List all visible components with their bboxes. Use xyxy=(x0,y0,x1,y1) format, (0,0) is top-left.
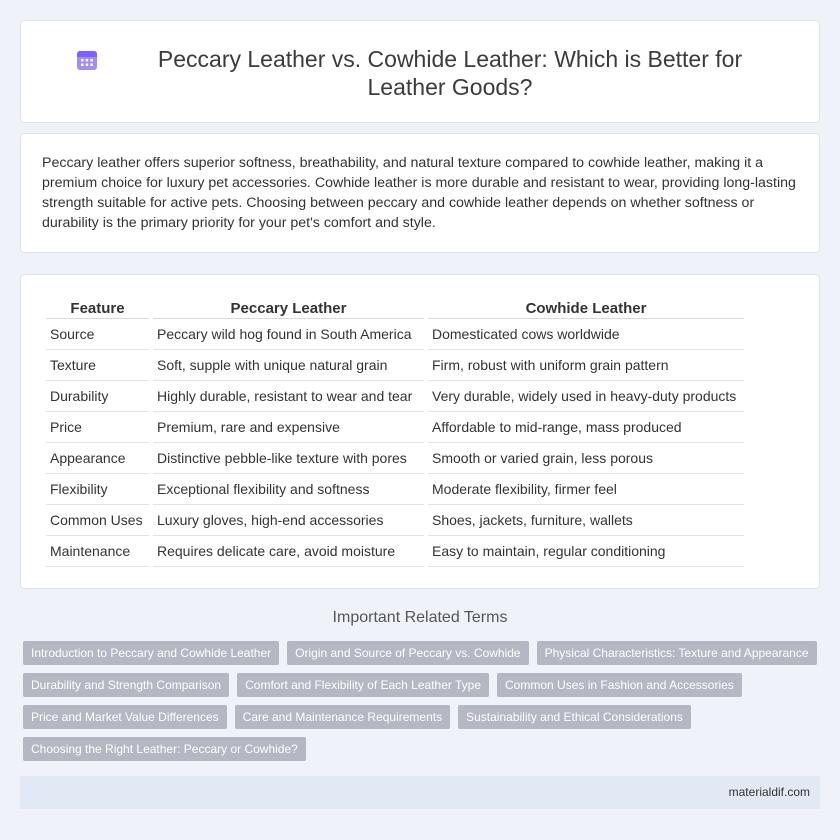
table-row xyxy=(46,319,744,350)
peccary-cell: Soft, supple with unique natural grain xyxy=(153,350,424,381)
table-row xyxy=(46,474,744,505)
cowhide-cell: Affordable to mid-range, mass produced xyxy=(428,412,744,443)
cowhide-cell: Firm, robust with uniform grain pattern xyxy=(428,350,744,381)
table-row xyxy=(46,443,744,474)
summary-card xyxy=(20,133,820,253)
table-header-row xyxy=(46,295,744,319)
table-row xyxy=(46,381,744,412)
footer-site-link[interactable]: materialdif.com xyxy=(728,785,810,799)
peccary-cell: Exceptional flexibility and softness xyxy=(153,474,424,505)
cowhide-cell: Shoes, jackets, furniture, wallets xyxy=(428,505,744,536)
related-term-tag[interactable]: Physical Characteristics: Texture and Appearance xyxy=(537,641,817,665)
related-term-tag[interactable]: Choosing the Right Leather: Peccary or Cowhide? xyxy=(23,737,306,761)
cowhide-cell: Smooth or varied grain, less porous xyxy=(428,443,744,474)
table-row xyxy=(46,536,744,567)
peccary-cell: Luxury gloves, high-end accessories xyxy=(153,505,424,536)
feature-cell: Price xyxy=(46,412,149,443)
comparison-table xyxy=(42,295,748,567)
feature-cell: Maintenance xyxy=(46,536,149,567)
feature-cell: Source xyxy=(46,319,149,350)
peccary-cell: Peccary wild hog found in South America xyxy=(153,319,424,350)
cowhide-cell: Very durable, widely used in heavy-duty products xyxy=(428,381,744,412)
feature-cell: Flexibility xyxy=(46,474,149,505)
related-term-tag[interactable]: Price and Market Value Differences xyxy=(23,705,227,729)
table-row xyxy=(46,412,744,443)
related-term-tag[interactable]: Durability and Strength Comparison xyxy=(23,673,229,697)
header-peccary: Peccary Leather xyxy=(153,295,424,319)
peccary-cell: Requires delicate care, avoid moisture xyxy=(153,536,424,567)
related-terms-heading: Important Related Terms xyxy=(332,609,508,626)
peccary-cell: Highly durable, resistant to wear and tear xyxy=(153,381,424,412)
header-cowhide: Cowhide Leather xyxy=(428,295,744,319)
cowhide-cell: Moderate flexibility, firmer feel xyxy=(428,474,744,505)
comparison-table-card xyxy=(20,274,820,589)
title-card xyxy=(20,20,820,123)
table-row xyxy=(46,505,744,536)
summary-paragraph: Peccary leather offers superior softness, breathability, and natural texture compared to cowhide leather, making it a premium choice for luxury pet accessories. Cowhide leather is more durable and resistant to wear, providing long-lasting strength suitable for active pets. Choosing between peccary and cowhide leather depends on whether softness or durability is the primary priority for your pet's comfort and style. xyxy=(42,155,796,231)
related-terms-list xyxy=(23,641,823,769)
footer xyxy=(20,776,820,809)
page-title: Peccary Leather vs. Cowhide Leather: Which is Better for Leather Goods? xyxy=(157,46,743,100)
peccary-cell: Premium, rare and expensive xyxy=(153,412,424,443)
related-term-tag[interactable]: Origin and Source of Peccary vs. Cowhide xyxy=(287,641,528,665)
feature-cell: Durability xyxy=(46,381,149,412)
table-row xyxy=(46,350,744,381)
related-term-tag[interactable]: Common Uses in Fashion and Accessories xyxy=(497,673,742,697)
related-term-tag[interactable]: Introduction to Peccary and Cowhide Leather xyxy=(23,641,279,665)
feature-cell: Texture xyxy=(46,350,149,381)
feature-cell: Appearance xyxy=(46,443,149,474)
cowhide-cell: Easy to maintain, regular conditioning xyxy=(428,536,744,567)
peccary-cell: Distinctive pebble-like texture with pores xyxy=(153,443,424,474)
cowhide-cell: Domesticated cows worldwide xyxy=(428,319,744,350)
related-term-tag[interactable]: Care and Maintenance Requirements xyxy=(235,705,450,729)
feature-cell: Common Uses xyxy=(46,505,149,536)
header-feature: Feature xyxy=(46,295,149,319)
related-term-tag[interactable]: Sustainability and Ethical Considerations xyxy=(458,705,691,729)
related-term-tag[interactable]: Comfort and Flexibility of Each Leather Type xyxy=(237,673,489,697)
